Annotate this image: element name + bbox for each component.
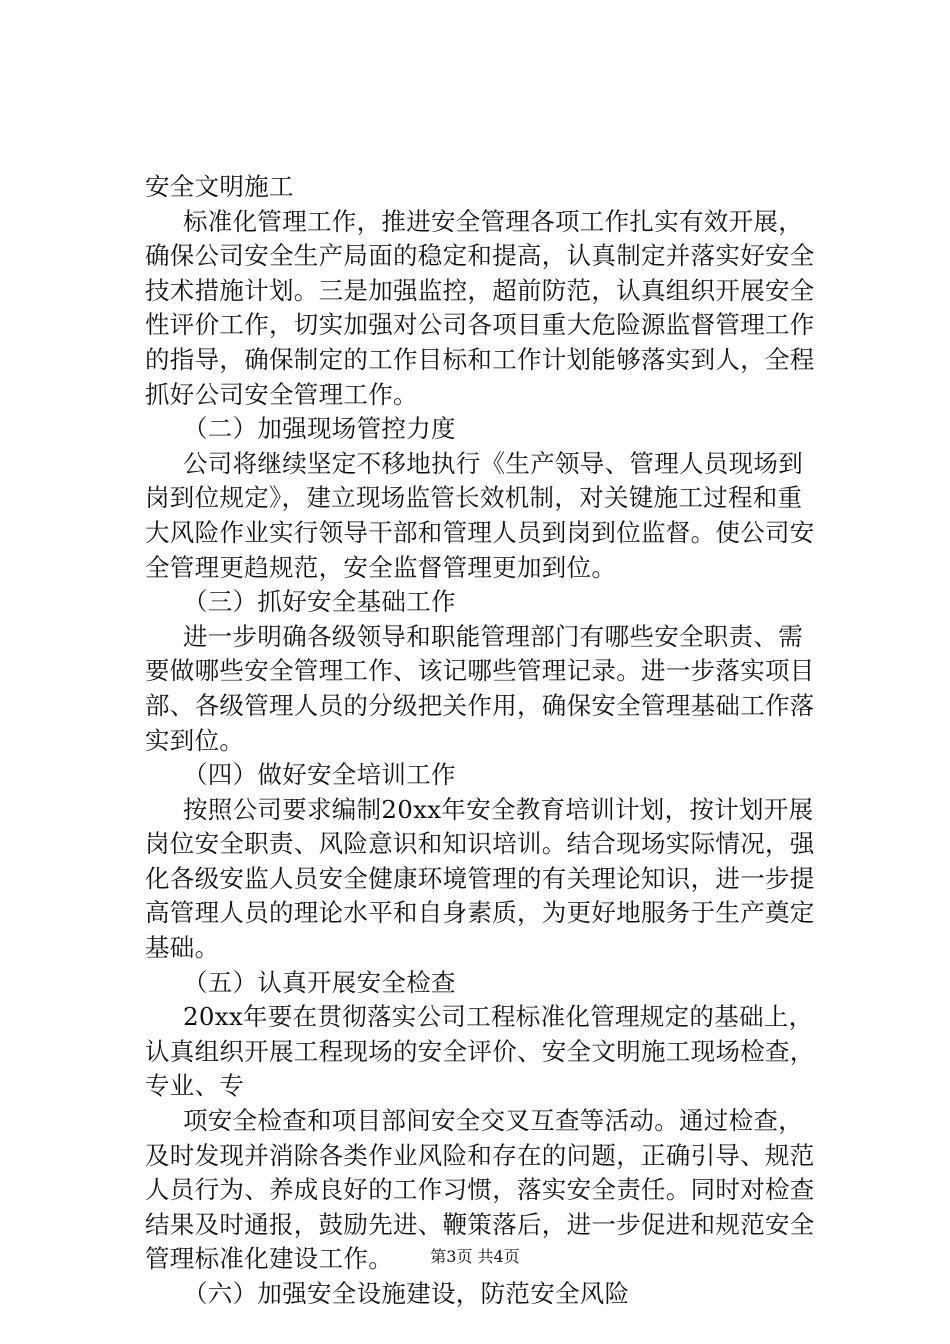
text-line: 化各级安监人员安全健康环境管理的有关理论知识，进一步提 <box>145 863 815 893</box>
text-line: 性评价工作，切实加强对公司各项目重大危险源监督管理工作 <box>145 310 815 340</box>
text-line: （三）抓好安全基础工作 <box>183 587 456 617</box>
text-line: 的指导，确保制定的工作目标和工作计划能够落实到人，全程 <box>145 344 815 374</box>
text-line: 认真组织开展工程现场的安全评价、安全文明施工现场检查， <box>145 1036 815 1066</box>
text-line: 基础。 <box>145 933 220 963</box>
text-line: 结果及时通报，鼓励先进、鞭策落后，进一步促进和规范安全 <box>145 1209 815 1239</box>
text-line: 技术措施计划。三是加强监控，超前防范，认真组织开展安全 <box>145 275 815 305</box>
text-line: 岗到位规定》，建立现场监管长效机制，对关键施工过程和重 <box>145 483 803 513</box>
text-line: 项安全检查和项目部间安全交叉互查等活动。通过检查， <box>183 1106 803 1136</box>
document-body <box>145 170 825 1312</box>
text-line: 实到位。 <box>145 725 245 755</box>
text-line: 部、各级管理人员的分级把关作用，确保安全管理基础工作落 <box>145 690 815 720</box>
text-line: 按照公司要求编制20xx年安全教育培训计划，按计划开展 <box>183 794 814 824</box>
text-line: 确保公司安全生产局面的稳定和提高，认真制定并落实好安全 <box>145 241 815 271</box>
text-line: 人员行为、养成良好的工作习惯，落实安全责任。同时对检查 <box>145 1175 815 1205</box>
text-line: （二）加强现场管控力度 <box>183 414 456 444</box>
text-line: 全管理更趋规范，安全监督管理更加到位。 <box>145 552 617 582</box>
text-line: 安全文明施工 <box>145 172 294 201</box>
text-line: 要做哪些安全管理工作、该记哪些管理记录。进一步落实项目 <box>145 656 815 686</box>
page-footer: 第3页 共4页 <box>430 1247 520 1266</box>
text-line: 岗位安全职责、风险意识和知识培训。结合现场实际情况，强 <box>145 829 815 859</box>
text-line: （六）加强安全设施建设，防范安全风险 <box>183 1279 630 1308</box>
text-line: 及时发现并消除各类作业风险和存在的问题，正确引导、规范 <box>145 1140 815 1170</box>
text-line: （四）做好安全培训工作 <box>183 760 456 790</box>
text-line: 高管理人员的理论水平和自身素质，为更好地服务于生产奠定 <box>145 898 815 928</box>
text-line: 专业、专 <box>145 1071 245 1101</box>
text-line: 标准化管理工作，推进安全管理各项工作扎实有效开展， <box>183 206 803 236</box>
text-line: 抓好公司安全管理工作。 <box>145 379 418 409</box>
text-line: 公司将继续坚定不移地执行《生产领导、管理人员现场到 <box>183 448 803 478</box>
text-line: 进一步明确各级领导和职能管理部门有哪些安全职责、需 <box>183 621 803 651</box>
text-line: 20xx年要在贯彻落实公司工程标准化管理规定的基础上， <box>183 1002 814 1032</box>
text-line: （五）认真开展安全检查 <box>183 967 456 997</box>
text-line: 大风险作业实行领导干部和管理人员到岗到位监督。使公司安 <box>145 517 815 547</box>
text-line: 管理标准化建设工作。 <box>145 1244 393 1274</box>
